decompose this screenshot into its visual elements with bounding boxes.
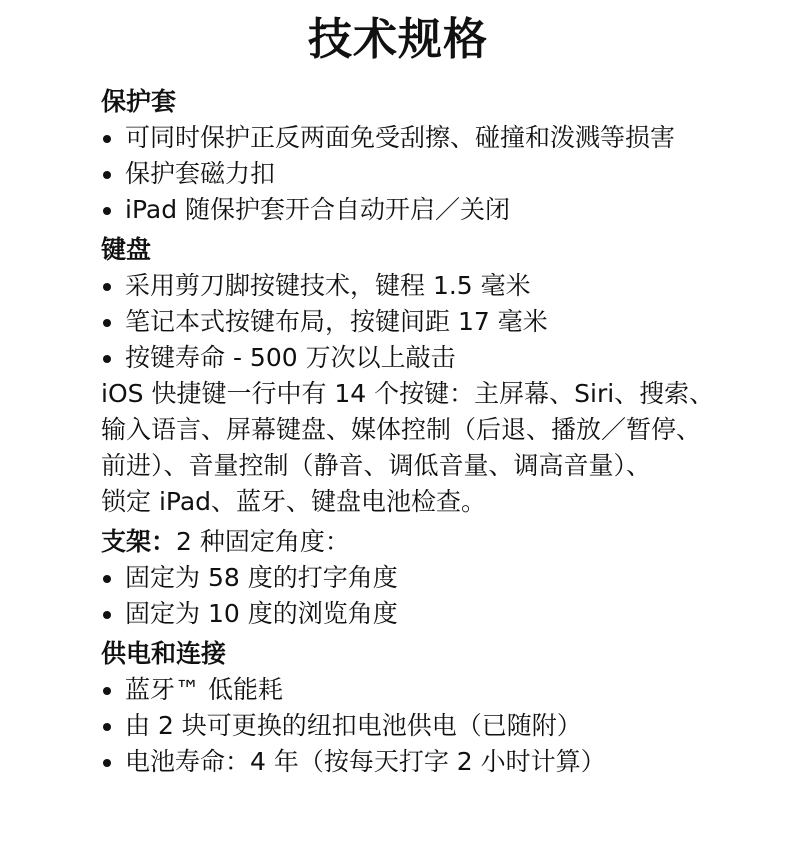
list-item	[101, 744, 781, 780]
shortcut-paragraph	[101, 376, 781, 520]
bullet-icon	[103, 319, 111, 327]
bullet-icon	[103, 687, 111, 695]
list-item	[101, 268, 781, 304]
bullet-icon	[103, 611, 111, 619]
spec-content	[101, 80, 781, 782]
paragraph-line: 输入语言、屏幕键盘、媒体控制（后退、播放／暂停、	[101, 415, 702, 444]
bullet-icon	[103, 135, 111, 143]
bullet-icon	[103, 759, 111, 767]
section-heading-bold: 支架：	[101, 527, 177, 556]
section-heading: 键盘	[101, 235, 152, 264]
list-item-text: 笔记本式按键布局，按键间距 17 毫米	[125, 307, 548, 336]
list-item	[101, 560, 781, 596]
paragraph-line: 锁定 iPad、蓝牙、键盘电池检查。	[101, 487, 487, 516]
list-item	[101, 340, 781, 376]
bullet-list	[101, 560, 781, 632]
section-heading	[101, 524, 781, 560]
page-title: 技术规格	[308, 14, 488, 65]
list-item	[101, 596, 781, 632]
list-item-text: 电池寿命：4 年（按每天打字 2 小时计算）	[125, 747, 606, 776]
bullet-icon	[103, 283, 111, 291]
list-item-text: 蓝牙™ 低能耗	[125, 675, 283, 704]
bullet-list	[101, 120, 781, 228]
list-item-text: 采用剪刀脚按键技术，键程 1.5 毫米	[125, 271, 531, 300]
section-stand	[101, 524, 781, 632]
bullet-list	[101, 268, 781, 376]
section-keyboard	[101, 232, 781, 520]
list-item-text: 可同时保护正反两面免受刮擦、碰撞和泼溅等损害	[125, 123, 676, 152]
list-item-text: 按键寿命 - 500 万次以上敲击	[125, 343, 456, 372]
bullet-icon	[103, 575, 111, 583]
section-case	[101, 84, 781, 228]
bullet-list	[101, 672, 781, 780]
bullet-icon	[103, 355, 111, 363]
list-item	[101, 156, 781, 192]
paragraph-line: 前进）、音量控制（静音、调低音量、调高音量）、	[101, 451, 652, 480]
list-item	[101, 304, 781, 340]
list-item	[101, 120, 781, 156]
bullet-icon	[103, 723, 111, 731]
list-item-text: 保护套磁力扣	[125, 159, 276, 188]
bullet-icon	[103, 171, 111, 179]
list-item-text: 固定为 10 度的浏览角度	[125, 599, 398, 628]
list-item-text: 由 2 块可更换的纽扣电池供电（已随附）	[125, 711, 582, 740]
list-item-text: iPad 随保护套开合自动开启／关闭	[125, 195, 511, 224]
bullet-icon	[103, 207, 111, 215]
list-item	[101, 672, 781, 708]
section-power	[101, 636, 781, 780]
list-item	[101, 708, 781, 744]
section-heading-rest: 2 种固定角度：	[176, 527, 350, 556]
paragraph-line: iOS 快捷键一行中有 14 个按键：主屏幕、Siri、搜索、	[101, 379, 715, 408]
list-item	[101, 192, 781, 228]
list-item-text: 固定为 58 度的打字角度	[125, 563, 398, 592]
section-heading: 保护套	[101, 87, 177, 116]
section-heading: 供电和连接	[101, 639, 227, 668]
